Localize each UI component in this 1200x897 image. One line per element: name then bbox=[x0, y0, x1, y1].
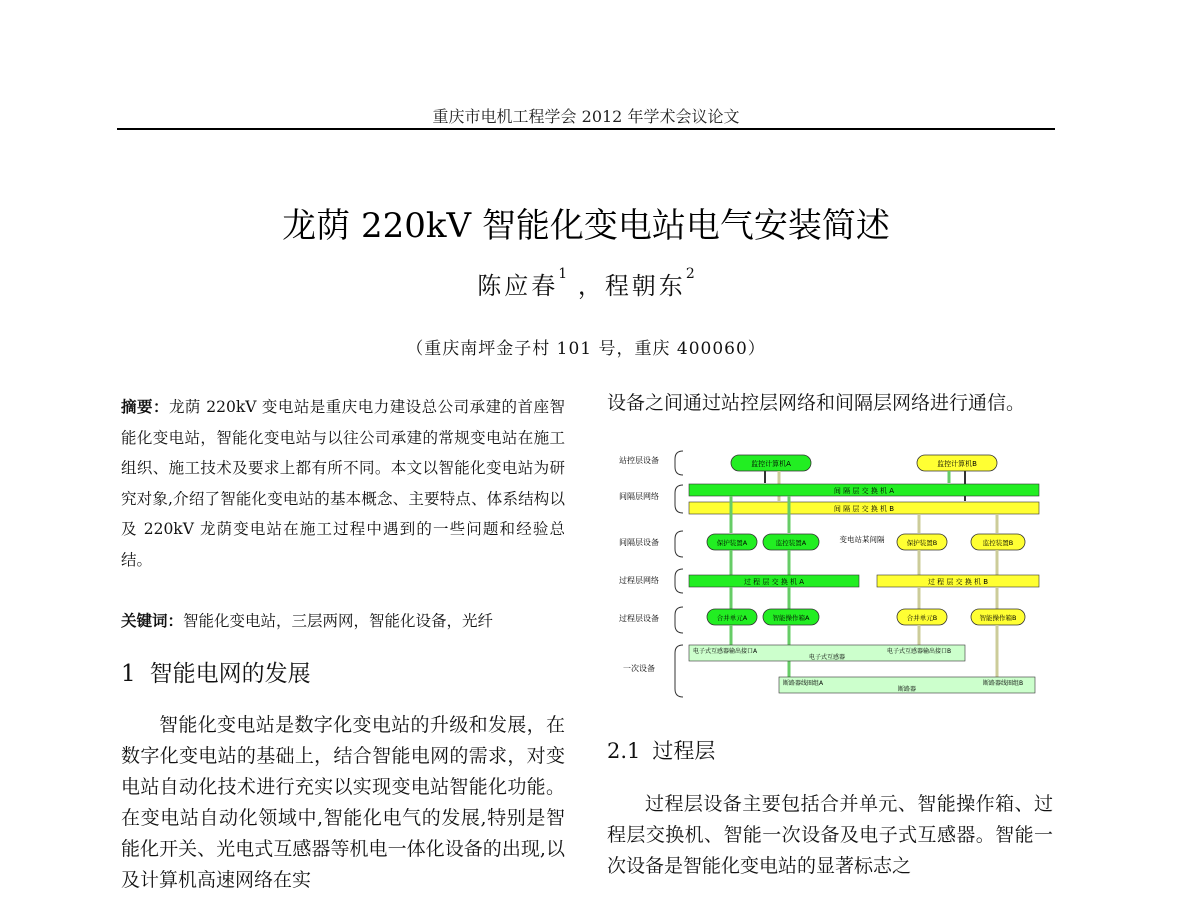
author-2: 程朝东 bbox=[604, 272, 686, 300]
author-separator: ， bbox=[577, 272, 605, 300]
level-label-bay-devices: 间隔层设备 bbox=[619, 538, 659, 547]
station-computer-b-label: 监控计算机B bbox=[937, 460, 977, 468]
diagram-svg bbox=[619, 449, 1049, 719]
process-switch-a-label: 过 程 层 交 换 机 A bbox=[743, 578, 805, 586]
smart-op-box-b-label: 智能操作箱B bbox=[979, 614, 1017, 622]
monitor-device-a-label: 监控装置A bbox=[775, 539, 807, 547]
keywords bbox=[121, 609, 565, 631]
smart-op-box-a-label: 智能操作箱A bbox=[772, 614, 810, 622]
section-1-number: 1 bbox=[121, 661, 136, 687]
continuation-paragraph: 设备之间通过站控层网络和间隔层网络进行通信。 bbox=[607, 392, 1026, 414]
right-column bbox=[607, 388, 1053, 882]
level-label-station: 站控层设备 bbox=[619, 456, 659, 465]
brace-primary bbox=[675, 645, 683, 697]
author-1-sup: 1 bbox=[558, 266, 568, 282]
author-2-sup: 2 bbox=[685, 266, 695, 282]
section-2-1-paragraph: 过程层设备主要包括合并单元、智能操作箱、过程层交换机、智能一次设备及电子式互感器。智能一次设备是智能化变电站的显著标志之 bbox=[607, 793, 1053, 877]
process-switch-b-label: 过 程 层 交 换 机 B bbox=[927, 578, 989, 586]
paper-title: 龙荫 220kV 智能化变电站电气安装简述 bbox=[282, 206, 890, 246]
keywords-text: 智能化变电站，三层两网，智能化设备，光纤 bbox=[183, 612, 494, 630]
left-column bbox=[121, 392, 565, 896]
abstract-text: 龙荫 220kV 变电站是重庆电力建设总公司承建的首座智能化变电站，智能化变电站与以往公司承建的常规变电站在施工组织、施工技术及要求上都有所不同。本文以智能化变电站为研究对象,介绍了智能化变电站的基本概念、主要特点、体系结构以及 220kV 龙荫变电站在施工过程中遇到的一些问题和经验总结。 bbox=[121, 398, 565, 569]
author-1: 陈应春 bbox=[477, 272, 559, 300]
protect-device-b-label: 保护装置B bbox=[906, 539, 938, 547]
authors bbox=[0, 266, 1172, 301]
section-1-paragraph: 智能化变电站是数字化变电站的升级和发展，在数字化变电站的基础上，结合智能电网的需求，对变电站自动化技术进行充实以实现变电站智能化功能。在变电站自动化领域中,智能化电气的发展,特别是智能化开关、光电式互感器等机电一体化设备的出现,以及计算机高速网络在实 bbox=[121, 714, 565, 891]
section-2-1-heading bbox=[607, 735, 1053, 765]
affiliation: （重庆南坪金子村 101 号，重庆 400060） bbox=[406, 339, 766, 359]
protect-device-a-label: 保护装置A bbox=[716, 539, 748, 547]
level-label-primary: 一次设备 bbox=[623, 664, 655, 673]
brace-bay-devices bbox=[675, 531, 683, 557]
section-2-1-title: 过程层 bbox=[652, 739, 716, 763]
cb-port-a-label: 断路器线圈组A bbox=[783, 680, 824, 687]
station-computer-a-label: 监控计算机A bbox=[751, 460, 791, 468]
running-header: 重庆市电机工程学会 2012 年学术会议论文 bbox=[432, 107, 740, 126]
merge-unit-a-label: 合并单元A bbox=[716, 614, 748, 622]
brace-station bbox=[675, 451, 683, 475]
level-label-process-network: 过程层网络 bbox=[619, 576, 659, 585]
monitor-device-b-label: 监控装置B bbox=[982, 539, 1014, 547]
section-1-heading bbox=[121, 655, 565, 688]
level-label-bay-network: 间隔层网络 bbox=[619, 492, 659, 501]
header-rule bbox=[117, 128, 1055, 130]
brace-bay-network bbox=[675, 485, 683, 513]
brace-process-devices bbox=[675, 607, 683, 633]
cb-port-b-label: 断路器线圈组B bbox=[983, 680, 1024, 687]
brace-process-network bbox=[675, 569, 683, 593]
keywords-label: 关键词： bbox=[121, 611, 184, 630]
bay-switch-a-label: 间 隔 层 交 换 机 A bbox=[833, 487, 895, 495]
abstract bbox=[121, 392, 565, 575]
et-port-b-label: 电子式互感器输出接口B bbox=[887, 648, 952, 655]
section-1-title: 智能电网的发展 bbox=[149, 661, 311, 687]
abstract-label: 摘要： bbox=[121, 397, 169, 416]
merge-unit-b-label: 合并单元B bbox=[906, 614, 938, 622]
level-label-process-devices: 过程层设备 bbox=[619, 614, 659, 623]
cb-label: 断路器 bbox=[897, 686, 917, 693]
et-port-a-label: 电子式互感器输出接口A bbox=[693, 648, 758, 655]
et-label: 电子式互感器 bbox=[808, 654, 846, 661]
bay-switch-b-label: 间 隔 层 交 换 机 B bbox=[833, 505, 895, 513]
section-2-1-number: 2.1 bbox=[607, 739, 641, 763]
architecture-diagram bbox=[619, 449, 1049, 719]
bay-label: 变电站某间隔 bbox=[839, 535, 885, 544]
